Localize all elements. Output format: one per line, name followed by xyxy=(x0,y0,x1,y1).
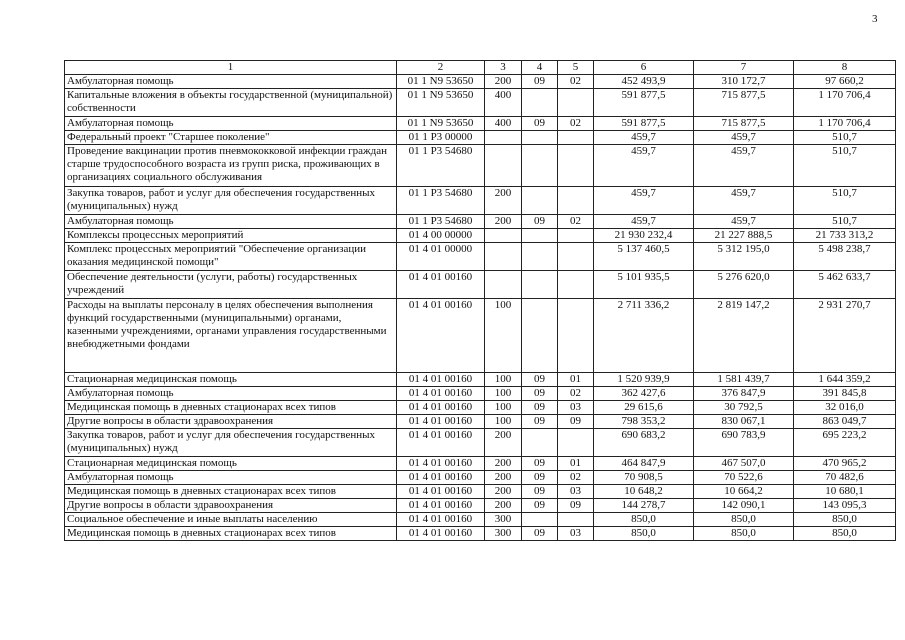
target-code-cell: 01 1 N9 53650 xyxy=(397,117,485,131)
table-row xyxy=(65,271,896,299)
table-row xyxy=(65,243,896,271)
target-code-cell: 01 4 01 00000 xyxy=(397,243,485,271)
expense-type-cell: 100 xyxy=(485,415,522,429)
target-code-cell: 01 4 01 00160 xyxy=(397,429,485,457)
amount-year3-cell: 510,7 xyxy=(794,131,896,145)
amount-year2-cell: 310 172,7 xyxy=(694,75,794,89)
target-code-cell: 01 1 N9 53650 xyxy=(397,89,485,117)
row-label-cell: Другие вопросы в области здравоохранения xyxy=(65,499,397,513)
header-cell: 8 xyxy=(794,61,896,75)
amount-year1-cell: 2 711 336,2 xyxy=(594,299,694,373)
amount-year3-cell: 143 095,3 xyxy=(794,499,896,513)
section-cell xyxy=(522,513,558,527)
row-label-cell: Комплекс процессных мероприятий "Обеспечение организации оказания медицинской помощи" xyxy=(65,243,397,271)
table-row xyxy=(65,499,896,513)
section-cell: 09 xyxy=(522,485,558,499)
amount-year2-cell: 376 847,9 xyxy=(694,387,794,401)
table-row xyxy=(65,373,896,387)
amount-year3-cell: 10 680,1 xyxy=(794,485,896,499)
amount-year1-cell: 5 137 460,5 xyxy=(594,243,694,271)
subsection-cell: 02 xyxy=(558,471,594,485)
amount-year2-cell: 70 522,6 xyxy=(694,471,794,485)
row-label-cell: Обеспечение деятельности (услуги, работы) государственных учреждений xyxy=(65,271,397,299)
table-row xyxy=(65,457,896,471)
subsection-cell: 02 xyxy=(558,117,594,131)
subsection-cell: 09 xyxy=(558,499,594,513)
amount-year2-cell: 2 819 147,2 xyxy=(694,299,794,373)
section-cell: 09 xyxy=(522,373,558,387)
amount-year1-cell: 1 520 939,9 xyxy=(594,373,694,387)
row-label-cell: Закупка товаров, работ и услуг для обеспечения государственных (муниципальных) нужд xyxy=(65,429,397,457)
amount-year2-cell: 30 792,5 xyxy=(694,401,794,415)
subsection-cell: 01 xyxy=(558,457,594,471)
expense-type-cell: 200 xyxy=(485,215,522,229)
amount-year1-cell: 464 847,9 xyxy=(594,457,694,471)
amount-year2-cell: 1 581 439,7 xyxy=(694,373,794,387)
subsection-cell: 03 xyxy=(558,401,594,415)
target-code-cell: 01 4 01 00160 xyxy=(397,485,485,499)
row-label-cell: Медицинская помощь в дневных стационарах всех типов xyxy=(65,485,397,499)
row-label-cell: Амбулаторная помощь xyxy=(65,387,397,401)
expense-type-cell: 200 xyxy=(485,471,522,485)
amount-year1-cell: 591 877,5 xyxy=(594,89,694,117)
expense-type-cell xyxy=(485,131,522,145)
row-label-cell: Стационарная медицинская помощь xyxy=(65,457,397,471)
budget-table xyxy=(64,60,896,541)
expense-type-cell xyxy=(485,145,522,187)
table-row xyxy=(65,415,896,429)
row-label-cell: Амбулаторная помощь xyxy=(65,117,397,131)
amount-year1-cell: 459,7 xyxy=(594,215,694,229)
row-label-cell: Стационарная медицинская помощь xyxy=(65,373,397,387)
subsection-cell xyxy=(558,229,594,243)
table-body xyxy=(65,61,896,541)
expense-type-cell: 300 xyxy=(485,527,522,541)
expense-type-cell: 200 xyxy=(485,499,522,513)
target-code-cell: 01 1 P3 54680 xyxy=(397,215,485,229)
table-row xyxy=(65,215,896,229)
table-row xyxy=(65,513,896,527)
header-cell: 3 xyxy=(485,61,522,75)
target-code-cell: 01 4 00 00000 xyxy=(397,229,485,243)
amount-year2-cell: 21 227 888,5 xyxy=(694,229,794,243)
amount-year3-cell: 695 223,2 xyxy=(794,429,896,457)
section-cell: 09 xyxy=(522,415,558,429)
expense-type-cell: 100 xyxy=(485,299,522,373)
target-code-cell: 01 4 01 00160 xyxy=(397,513,485,527)
amount-year1-cell: 452 493,9 xyxy=(594,75,694,89)
amount-year2-cell: 715 877,5 xyxy=(694,89,794,117)
table-row xyxy=(65,527,896,541)
target-code-cell: 01 4 01 00160 xyxy=(397,499,485,513)
row-label-cell: Проведение вакцинации против пневмококковой инфекции граждан старше трудоспособного возраста из групп риска, проживающих в организациях социального обслуживания xyxy=(65,145,397,187)
amount-year1-cell: 5 101 935,5 xyxy=(594,271,694,299)
section-cell: 09 xyxy=(522,401,558,415)
amount-year3-cell: 97 660,2 xyxy=(794,75,896,89)
section-cell: 09 xyxy=(522,527,558,541)
amount-year2-cell: 5 276 620,0 xyxy=(694,271,794,299)
amount-year3-cell: 5 498 238,7 xyxy=(794,243,896,271)
expense-type-cell: 400 xyxy=(485,89,522,117)
amount-year1-cell: 29 615,6 xyxy=(594,401,694,415)
row-label-cell: Федеральный проект "Старшее поколение" xyxy=(65,131,397,145)
table-row xyxy=(65,117,896,131)
section-cell xyxy=(522,89,558,117)
section-cell: 09 xyxy=(522,215,558,229)
amount-year2-cell: 459,7 xyxy=(694,215,794,229)
target-code-cell: 01 4 01 00160 xyxy=(397,471,485,485)
amount-year2-cell: 459,7 xyxy=(694,131,794,145)
amount-year1-cell: 459,7 xyxy=(594,145,694,187)
amount-year3-cell: 510,7 xyxy=(794,215,896,229)
section-cell xyxy=(522,187,558,215)
target-code-cell: 01 4 01 00160 xyxy=(397,387,485,401)
amount-year3-cell: 2 931 270,7 xyxy=(794,299,896,373)
amount-year3-cell: 32 016,0 xyxy=(794,401,896,415)
expense-type-cell xyxy=(485,229,522,243)
expense-type-cell xyxy=(485,243,522,271)
table-row xyxy=(65,229,896,243)
table-row xyxy=(65,387,896,401)
subsection-cell xyxy=(558,299,594,373)
header-cell: 1 xyxy=(65,61,397,75)
section-cell xyxy=(522,299,558,373)
expense-type-cell: 200 xyxy=(485,429,522,457)
amount-year3-cell: 1 170 706,4 xyxy=(794,89,896,117)
amount-year1-cell: 850,0 xyxy=(594,513,694,527)
section-cell: 09 xyxy=(522,471,558,485)
amount-year2-cell: 459,7 xyxy=(694,145,794,187)
header-cell: 4 xyxy=(522,61,558,75)
amount-year1-cell: 459,7 xyxy=(594,187,694,215)
row-label-cell: Социальное обеспечение и иные выплаты населению xyxy=(65,513,397,527)
section-cell xyxy=(522,243,558,271)
header-cell: 5 xyxy=(558,61,594,75)
expense-type-cell: 200 xyxy=(485,187,522,215)
table-row xyxy=(65,401,896,415)
row-label-cell: Закупка товаров, работ и услуг для обеспечения государственных (муниципальных) нужд xyxy=(65,187,397,215)
expense-type-cell: 200 xyxy=(485,485,522,499)
amount-year3-cell: 863 049,7 xyxy=(794,415,896,429)
section-cell: 09 xyxy=(522,387,558,401)
header-cell: 2 xyxy=(397,61,485,75)
section-cell: 09 xyxy=(522,457,558,471)
amount-year1-cell: 850,0 xyxy=(594,527,694,541)
subsection-cell: 02 xyxy=(558,75,594,89)
subsection-cell xyxy=(558,131,594,145)
amount-year2-cell: 5 312 195,0 xyxy=(694,243,794,271)
subsection-cell xyxy=(558,145,594,187)
amount-year2-cell: 715 877,5 xyxy=(694,117,794,131)
amount-year1-cell: 144 278,7 xyxy=(594,499,694,513)
amount-year2-cell: 690 783,9 xyxy=(694,429,794,457)
amount-year3-cell: 470 965,2 xyxy=(794,457,896,471)
target-code-cell: 01 1 P3 54680 xyxy=(397,145,485,187)
subsection-cell xyxy=(558,513,594,527)
target-code-cell: 01 4 01 00160 xyxy=(397,373,485,387)
section-cell xyxy=(522,429,558,457)
table-row xyxy=(65,471,896,485)
row-label-cell: Медицинская помощь в дневных стационарах всех типов xyxy=(65,401,397,415)
subsection-cell xyxy=(558,187,594,215)
amount-year3-cell: 850,0 xyxy=(794,513,896,527)
amount-year3-cell: 5 462 633,7 xyxy=(794,271,896,299)
row-label-cell: Капитальные вложения в объекты государственной (муниципальной) собственности xyxy=(65,89,397,117)
section-cell xyxy=(522,131,558,145)
expense-type-cell: 200 xyxy=(485,457,522,471)
table-row xyxy=(65,89,896,117)
row-label-cell: Амбулаторная помощь xyxy=(65,471,397,485)
section-cell xyxy=(522,271,558,299)
subsection-cell xyxy=(558,271,594,299)
section-cell xyxy=(522,145,558,187)
amount-year3-cell: 70 482,6 xyxy=(794,471,896,485)
subsection-cell: 02 xyxy=(558,387,594,401)
row-label-cell: Амбулаторная помощь xyxy=(65,75,397,89)
amount-year2-cell: 830 067,1 xyxy=(694,415,794,429)
table-row xyxy=(65,131,896,145)
amount-year3-cell: 21 733 313,2 xyxy=(794,229,896,243)
subsection-cell xyxy=(558,429,594,457)
amount-year1-cell: 21 930 232,4 xyxy=(594,229,694,243)
target-code-cell: 01 4 01 00160 xyxy=(397,457,485,471)
expense-type-cell: 100 xyxy=(485,387,522,401)
amount-year1-cell: 591 877,5 xyxy=(594,117,694,131)
target-code-cell: 01 4 01 00160 xyxy=(397,299,485,373)
table-row xyxy=(65,429,896,457)
amount-year1-cell: 798 353,2 xyxy=(594,415,694,429)
section-cell: 09 xyxy=(522,75,558,89)
amount-year3-cell: 1 644 359,2 xyxy=(794,373,896,387)
header-cell: 7 xyxy=(694,61,794,75)
amount-year3-cell: 510,7 xyxy=(794,145,896,187)
amount-year2-cell: 10 664,2 xyxy=(694,485,794,499)
amount-year3-cell: 391 845,8 xyxy=(794,387,896,401)
row-label-cell: Расходы на выплаты персоналу в целях обеспечения выполнения функций государственными (муниципальными) органами, казенными учреждениями, органами управления государственными внебюджетными фондами xyxy=(65,299,397,373)
target-code-cell: 01 4 01 00160 xyxy=(397,415,485,429)
expense-type-cell: 400 xyxy=(485,117,522,131)
target-code-cell: 01 4 01 00160 xyxy=(397,271,485,299)
target-code-cell: 01 4 01 00160 xyxy=(397,401,485,415)
subsection-cell: 09 xyxy=(558,415,594,429)
amount-year1-cell: 690 683,2 xyxy=(594,429,694,457)
amount-year2-cell: 850,0 xyxy=(694,513,794,527)
amount-year2-cell: 850,0 xyxy=(694,527,794,541)
amount-year2-cell: 459,7 xyxy=(694,187,794,215)
target-code-cell: 01 1 P3 54680 xyxy=(397,187,485,215)
subsection-cell: 02 xyxy=(558,215,594,229)
table-row xyxy=(65,187,896,215)
section-cell: 09 xyxy=(522,499,558,513)
amount-year1-cell: 70 908,5 xyxy=(594,471,694,485)
subsection-cell: 01 xyxy=(558,373,594,387)
row-label-cell: Комплексы процессных мероприятий xyxy=(65,229,397,243)
target-code-cell: 01 4 01 00160 xyxy=(397,527,485,541)
expense-type-cell: 200 xyxy=(485,75,522,89)
subsection-cell: 03 xyxy=(558,527,594,541)
section-cell xyxy=(522,229,558,243)
row-label-cell: Амбулаторная помощь xyxy=(65,215,397,229)
header-cell: 6 xyxy=(594,61,694,75)
amount-year2-cell: 142 090,1 xyxy=(694,499,794,513)
amount-year3-cell: 510,7 xyxy=(794,187,896,215)
target-code-cell: 01 1 N9 53650 xyxy=(397,75,485,89)
page-number: 3 xyxy=(872,13,878,25)
amount-year3-cell: 850,0 xyxy=(794,527,896,541)
expense-type-cell: 100 xyxy=(485,373,522,387)
table-row xyxy=(65,485,896,499)
header-row xyxy=(65,61,896,75)
row-label-cell: Другие вопросы в области здравоохранения xyxy=(65,415,397,429)
expense-type-cell: 100 xyxy=(485,401,522,415)
section-cell: 09 xyxy=(522,117,558,131)
subsection-cell: 03 xyxy=(558,485,594,499)
table-row xyxy=(65,145,896,187)
row-label-cell: Медицинская помощь в дневных стационарах всех типов xyxy=(65,527,397,541)
amount-year3-cell: 1 170 706,4 xyxy=(794,117,896,131)
expense-type-cell xyxy=(485,271,522,299)
target-code-cell: 01 1 P3 00000 xyxy=(397,131,485,145)
table-row xyxy=(65,299,896,373)
table-row xyxy=(65,75,896,89)
amount-year1-cell: 362 427,6 xyxy=(594,387,694,401)
amount-year1-cell: 459,7 xyxy=(594,131,694,145)
amount-year1-cell: 10 648,2 xyxy=(594,485,694,499)
amount-year2-cell: 467 507,0 xyxy=(694,457,794,471)
subsection-cell xyxy=(558,89,594,117)
subsection-cell xyxy=(558,243,594,271)
expense-type-cell: 300 xyxy=(485,513,522,527)
